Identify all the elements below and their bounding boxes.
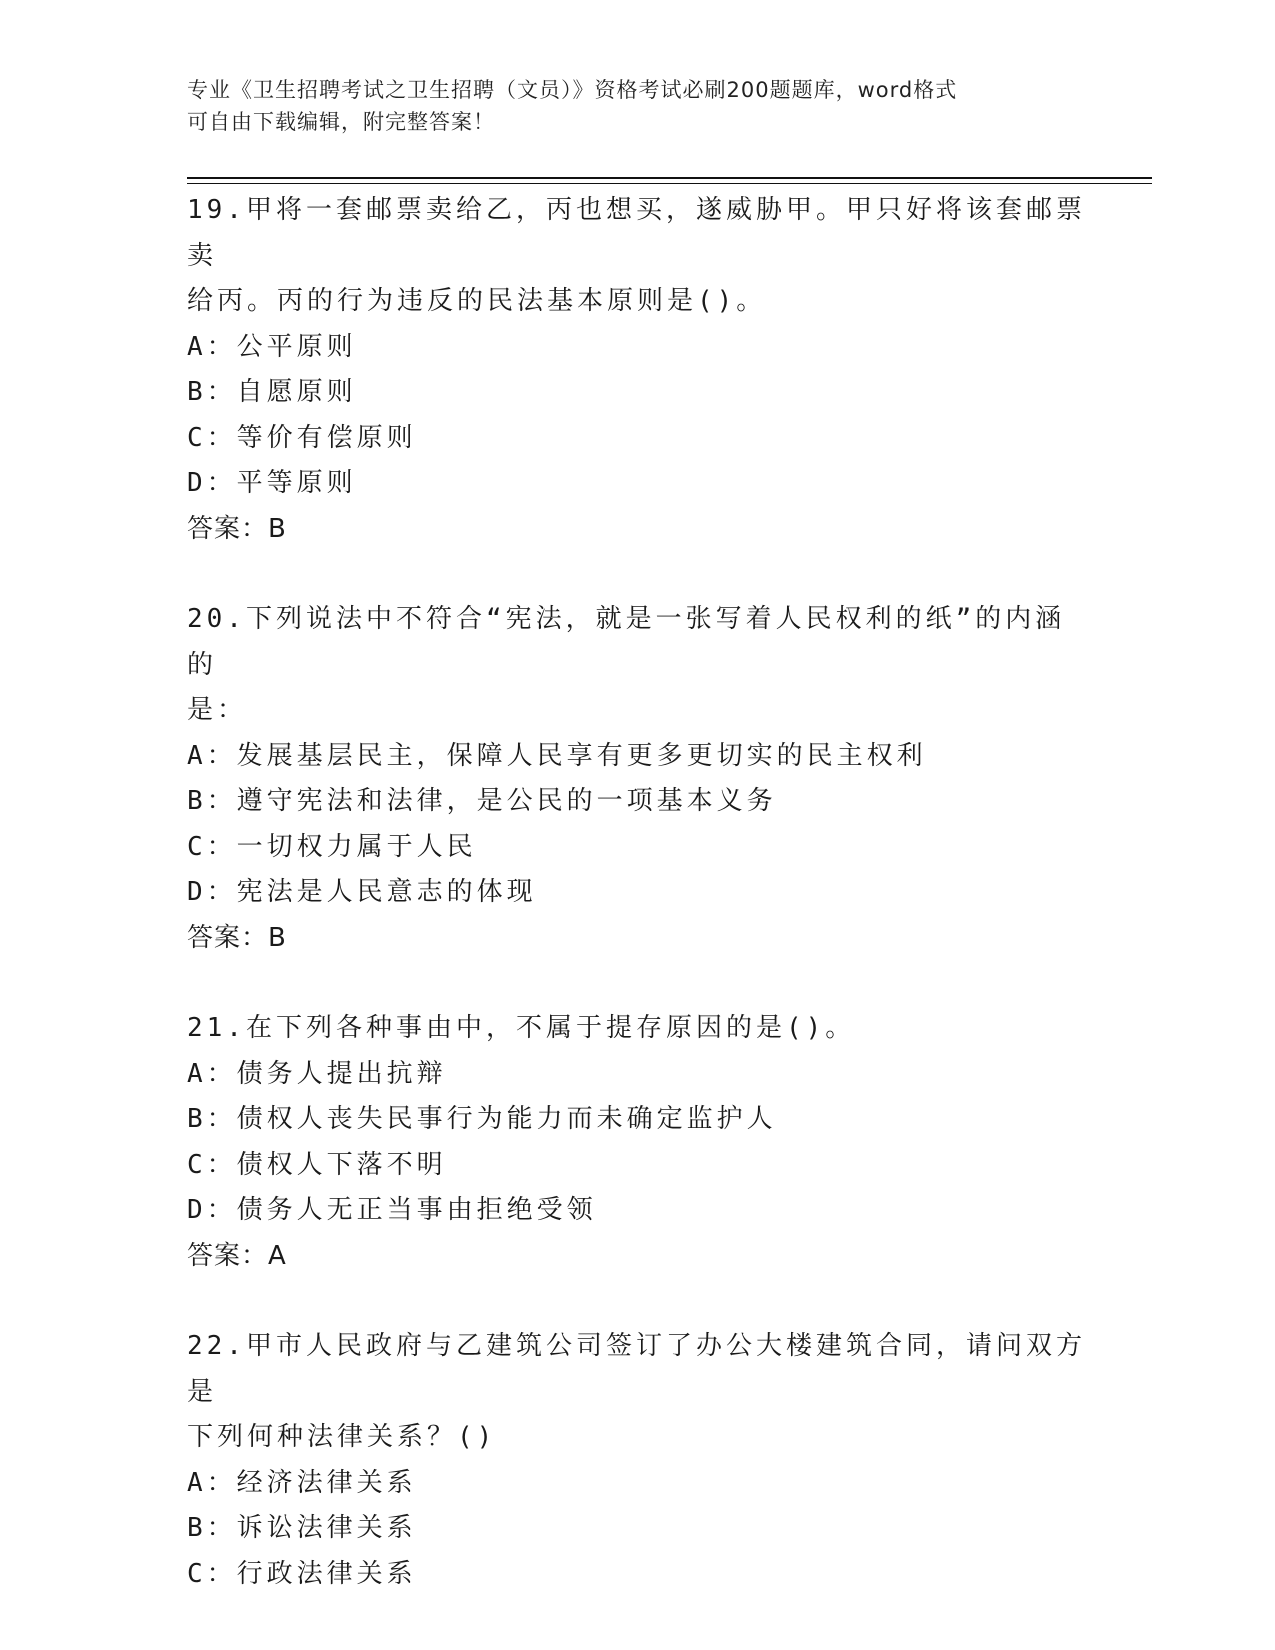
question-stem-continued: 给丙。丙的行为违反的民法基本原则是()。: [187, 286, 767, 316]
answer: 答案：A: [187, 1240, 287, 1271]
question-20: [187, 597, 1087, 961]
option-c: C：行政法律关系: [187, 1558, 417, 1589]
header-line-1: 专业《卫生招聘考试之卫生招聘（文员）》资格考试必刷200题题库，word格式: [187, 78, 958, 102]
question-22: [187, 1324, 1087, 1597]
option-d: D：宪法是人民意志的体现: [187, 877, 537, 907]
option-a: A：债务人提出抗辩: [187, 1058, 447, 1089]
option-b: B：遵守宪法和法律，是公民的一项基本义务: [187, 786, 777, 816]
option-a: A：发展基层民主，保障人民享有更多更切实的民主权利: [187, 740, 927, 771]
question-stem: 21.在下列各种事由中，不属于提存原因的是()。: [187, 1013, 856, 1043]
question-stem: 20.下列说法中不符合“宪法，就是一张写着人民权利的纸”的内涵的: [187, 604, 1066, 680]
option-c: C：等价有偿原则: [187, 422, 417, 453]
question-21: [187, 1006, 1087, 1279]
header-divider-thick: [187, 177, 1152, 179]
document-header: [187, 74, 1067, 138]
option-c: C：一切权力属于人民: [187, 831, 477, 862]
option-c: C：债权人下落不明: [187, 1149, 447, 1180]
answer: 答案：B: [187, 922, 287, 953]
option-a: A：经济法律关系: [187, 1467, 417, 1498]
option-b: B：债权人丧失民事行为能力而未确定监护人: [187, 1104, 777, 1134]
question-19: [187, 188, 1087, 552]
question-list: [187, 188, 1087, 1642]
option-b: B：诉讼法律关系: [187, 1513, 417, 1543]
option-a: A：公平原则: [187, 331, 357, 362]
question-stem: 19.甲将一套邮票卖给乙，丙也想买，遂威胁甲。甲只好将该套邮票卖: [187, 195, 1086, 271]
header-line-2: 可自由下载编辑，附完整答案！: [187, 110, 495, 134]
option-d: D：债务人无正当事由拒绝受领: [187, 1195, 597, 1225]
answer: 答案：B: [187, 513, 287, 544]
question-stem-continued: 下列何种法律关系？(): [187, 1422, 497, 1452]
option-d: D：平等原则: [187, 468, 357, 498]
question-stem: 22.甲市人民政府与乙建筑公司签订了办公大楼建筑合同，请问双方是: [187, 1331, 1086, 1407]
header-divider-thin: [187, 183, 1152, 184]
question-stem-continued: 是：: [187, 695, 248, 725]
option-b: B：自愿原则: [187, 377, 357, 407]
